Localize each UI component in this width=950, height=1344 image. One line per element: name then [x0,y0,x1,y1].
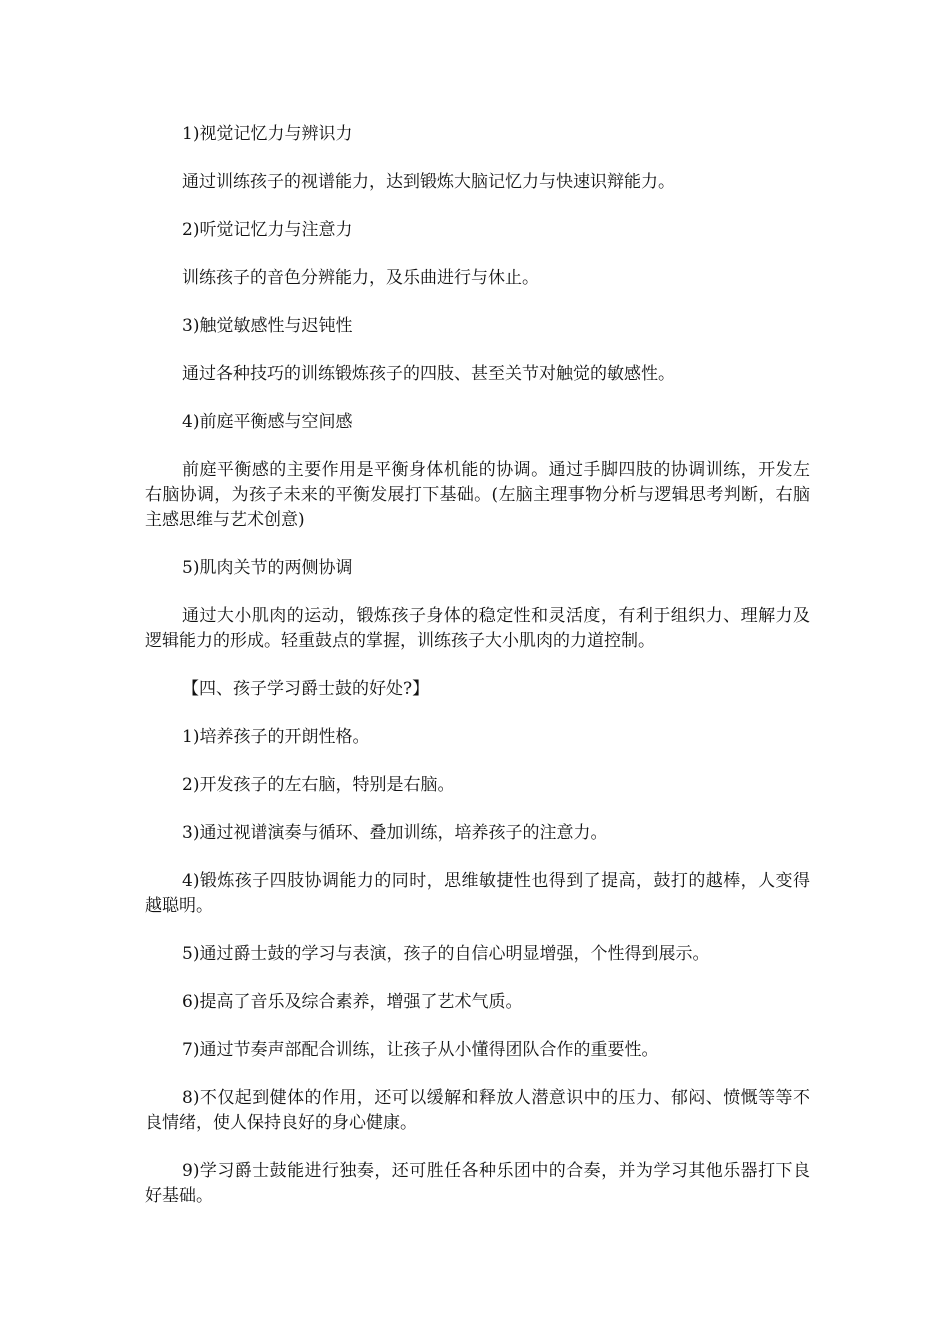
list-item: 4)锻炼孩子四肢协调能力的同时，思维敏捷性也得到了提高，鼓打的越棒，人变得越聪明。 [145,871,810,916]
body-paragraph: 通过各种技巧的训练锻炼孩子的四肢、甚至关节对触觉的敏感性。 [182,364,675,384]
list-item: 2)开发孩子的左右脑，特别是右脑。 [182,775,455,795]
document-body [145,122,810,1232]
item-heading-vestibular-balance: 4)前庭平衡感与空间感 [182,412,353,432]
list-item: 3)通过视谱演奏与循环、叠加训练，培养孩子的注意力。 [182,823,608,843]
list-item: 6)提高了音乐及综合素养，增强了艺术气质。 [182,992,523,1012]
list-item: 7)通过节奏声部配合训练，让孩子从小懂得团队合作的重要性。 [182,1040,659,1060]
body-paragraph: 训练孩子的音色分辨能力，及乐曲进行与休止。 [182,268,539,288]
list-item: 9)学习爵士鼓能进行独奏，还可胜任各种乐团中的合奏，并为学习其他乐器打下良好基础。 [145,1161,810,1206]
item-heading-auditory-memory: 2)听觉记忆力与注意力 [182,220,353,240]
item-heading-tactile-sensitivity: 3)触觉敏感性与迟钝性 [182,316,353,336]
body-paragraph: 通过大小肌肉的运动，锻炼孩子身体的稳定性和灵活度，有利于组织力、理解力及逻辑能力的形成。轻重鼓点的掌握，训练孩子大小肌肉的力道控制。 [145,606,810,651]
list-item: 5)通过爵士鼓的学习与表演，孩子的自信心明显增强，个性得到展示。 [182,944,710,964]
item-heading-visual-memory: 1)视觉记忆力与辨识力 [182,124,353,144]
body-paragraph: 前庭平衡感的主要作用是平衡身体机能的协调。通过手脚四肢的协调训练，开发左右脑协调，为孩子未来的平衡发展打下基础。(左脑主理事物分析与逻辑思考判断，右脑主感思维与艺术创意) [145,460,810,530]
item-heading-muscle-coordination: 5)肌肉关节的两侧协调 [182,558,353,578]
section-heading-benefits: 【四、孩子学习爵士鼓的好处?】 [182,679,430,699]
body-paragraph: 通过训练孩子的视谱能力，达到锻炼大脑记忆力与快速识辩能力。 [182,172,675,192]
list-item: 8)不仅起到健体的作用，还可以缓解和释放人潜意识中的压力、郁闷、愤慨等等不良情绪，使人保持良好的身心健康。 [145,1088,810,1133]
list-item: 1)培养孩子的开朗性格。 [182,727,370,747]
